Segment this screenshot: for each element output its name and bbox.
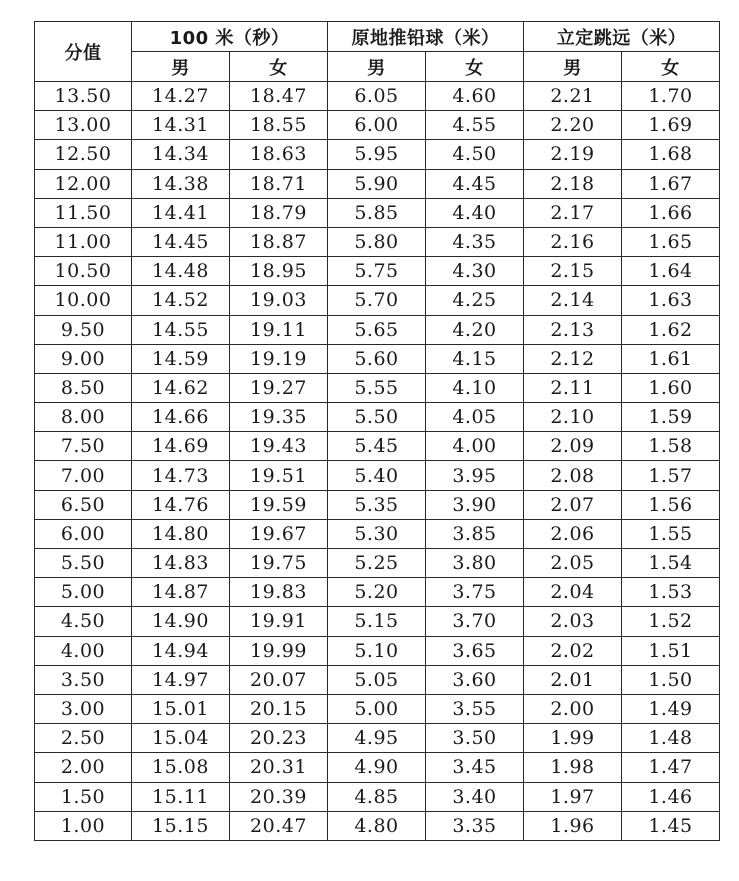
cell-score: 10.50	[35, 257, 132, 286]
cell-shot-put-male: 5.25	[328, 549, 426, 578]
cell-100m-female: 19.75	[230, 549, 328, 578]
cell-100m-female: 19.11	[230, 315, 328, 344]
table-row	[35, 636, 720, 665]
cell-shot-put-female: 3.80	[426, 549, 524, 578]
cell-score: 8.50	[35, 373, 132, 402]
cell-shot-put-male: 5.90	[328, 169, 426, 198]
cell-shot-put-male: 5.85	[328, 198, 426, 227]
table-row	[35, 315, 720, 344]
cell-shot-put-female: 4.55	[426, 111, 524, 140]
cell-long-jump-female: 1.70	[622, 82, 720, 111]
table-row	[35, 140, 720, 169]
cell-long-jump-male: 2.08	[524, 461, 622, 490]
cell-shot-put-male: 5.60	[328, 344, 426, 373]
cell-100m-male: 15.01	[132, 694, 230, 723]
cell-shot-put-female: 3.75	[426, 578, 524, 607]
cell-score: 3.50	[35, 665, 132, 694]
cell-long-jump-female: 1.45	[622, 811, 720, 840]
cell-long-jump-male: 2.20	[524, 111, 622, 140]
cell-long-jump-male: 2.10	[524, 403, 622, 432]
cell-shot-put-female: 3.45	[426, 753, 524, 782]
cell-long-jump-male: 2.13	[524, 315, 622, 344]
cell-shot-put-male: 5.45	[328, 432, 426, 461]
cell-shot-put-female: 4.40	[426, 198, 524, 227]
cell-shot-put-male: 4.85	[328, 782, 426, 811]
cell-100m-male: 15.04	[132, 724, 230, 753]
cell-100m-male: 14.90	[132, 607, 230, 636]
cell-100m-male: 14.52	[132, 286, 230, 315]
cell-long-jump-male: 2.03	[524, 607, 622, 636]
cell-100m-female: 19.83	[230, 578, 328, 607]
cell-score: 1.50	[35, 782, 132, 811]
cell-score: 13.50	[35, 82, 132, 111]
cell-long-jump-female: 1.61	[622, 344, 720, 373]
cell-long-jump-male: 2.09	[524, 432, 622, 461]
cell-shot-put-male: 4.95	[328, 724, 426, 753]
cell-100m-male: 14.48	[132, 257, 230, 286]
table-row	[35, 198, 720, 227]
header-row-groups	[35, 22, 720, 52]
cell-shot-put-female: 4.45	[426, 169, 524, 198]
score-table	[34, 21, 720, 841]
cell-shot-put-female: 3.60	[426, 665, 524, 694]
cell-score: 11.00	[35, 227, 132, 256]
cell-100m-female: 18.87	[230, 227, 328, 256]
cell-long-jump-female: 1.67	[622, 169, 720, 198]
header-group-100m: 100 米（秒）	[132, 22, 328, 52]
table-row	[35, 169, 720, 198]
cell-100m-male: 14.87	[132, 578, 230, 607]
cell-shot-put-male: 4.80	[328, 811, 426, 840]
cell-long-jump-female: 1.48	[622, 724, 720, 753]
table-row	[35, 432, 720, 461]
table-row	[35, 724, 720, 753]
cell-100m-female: 20.15	[230, 694, 328, 723]
cell-100m-female: 19.59	[230, 490, 328, 519]
cell-long-jump-female: 1.62	[622, 315, 720, 344]
cell-100m-female: 20.31	[230, 753, 328, 782]
cell-shot-put-male: 5.50	[328, 403, 426, 432]
cell-long-jump-female: 1.51	[622, 636, 720, 665]
cell-long-jump-male: 1.98	[524, 753, 622, 782]
cell-long-jump-female: 1.50	[622, 665, 720, 694]
cell-shot-put-female: 3.70	[426, 607, 524, 636]
table-row	[35, 607, 720, 636]
cell-100m-female: 20.23	[230, 724, 328, 753]
table-row	[35, 694, 720, 723]
cell-long-jump-male: 2.12	[524, 344, 622, 373]
cell-shot-put-male: 5.10	[328, 636, 426, 665]
cell-long-jump-male: 2.17	[524, 198, 622, 227]
table-row	[35, 578, 720, 607]
cell-shot-put-female: 4.60	[426, 82, 524, 111]
cell-shot-put-female: 4.30	[426, 257, 524, 286]
cell-shot-put-male: 6.05	[328, 82, 426, 111]
cell-100m-male: 14.73	[132, 461, 230, 490]
cell-long-jump-male: 1.97	[524, 782, 622, 811]
cell-long-jump-male: 2.06	[524, 519, 622, 548]
cell-shot-put-female: 4.15	[426, 344, 524, 373]
cell-100m-male: 14.97	[132, 665, 230, 694]
cell-long-jump-male: 1.99	[524, 724, 622, 753]
cell-shot-put-male: 5.30	[328, 519, 426, 548]
cell-100m-male: 14.27	[132, 82, 230, 111]
cell-100m-male: 14.41	[132, 198, 230, 227]
table-row	[35, 403, 720, 432]
cell-100m-male: 14.94	[132, 636, 230, 665]
cell-100m-male: 14.59	[132, 344, 230, 373]
cell-100m-male: 15.08	[132, 753, 230, 782]
table-row	[35, 373, 720, 402]
cell-100m-female: 18.55	[230, 111, 328, 140]
cell-shot-put-female: 4.50	[426, 140, 524, 169]
cell-100m-male: 14.55	[132, 315, 230, 344]
cell-score: 4.00	[35, 636, 132, 665]
cell-score: 9.50	[35, 315, 132, 344]
cell-long-jump-female: 1.69	[622, 111, 720, 140]
table-row	[35, 519, 720, 548]
table-row	[35, 82, 720, 111]
table-row	[35, 782, 720, 811]
cell-100m-female: 19.67	[230, 519, 328, 548]
cell-shot-put-male: 5.65	[328, 315, 426, 344]
cell-shot-put-male: 5.40	[328, 461, 426, 490]
cell-shot-put-female: 3.35	[426, 811, 524, 840]
cell-shot-put-female: 4.05	[426, 403, 524, 432]
cell-shot-put-female: 3.50	[426, 724, 524, 753]
header-gender-female: 女	[426, 52, 524, 82]
cell-long-jump-male: 2.11	[524, 373, 622, 402]
cell-score: 11.50	[35, 198, 132, 227]
cell-100m-male: 14.34	[132, 140, 230, 169]
cell-long-jump-female: 1.63	[622, 286, 720, 315]
cell-long-jump-female: 1.59	[622, 403, 720, 432]
cell-shot-put-female: 4.00	[426, 432, 524, 461]
cell-100m-female: 20.07	[230, 665, 328, 694]
cell-100m-male: 15.15	[132, 811, 230, 840]
cell-100m-female: 20.39	[230, 782, 328, 811]
table-row	[35, 549, 720, 578]
cell-100m-male: 14.69	[132, 432, 230, 461]
cell-score: 13.00	[35, 111, 132, 140]
cell-long-jump-male: 2.19	[524, 140, 622, 169]
cell-score: 7.00	[35, 461, 132, 490]
table-header	[35, 22, 720, 82]
cell-shot-put-male: 5.00	[328, 694, 426, 723]
cell-100m-male: 14.38	[132, 169, 230, 198]
cell-100m-female: 18.63	[230, 140, 328, 169]
cell-shot-put-female: 3.65	[426, 636, 524, 665]
cell-long-jump-female: 1.66	[622, 198, 720, 227]
cell-shot-put-male: 5.15	[328, 607, 426, 636]
cell-score: 2.50	[35, 724, 132, 753]
header-gender-female: 女	[622, 52, 720, 82]
cell-shot-put-male: 5.70	[328, 286, 426, 315]
cell-shot-put-male: 5.95	[328, 140, 426, 169]
cell-shot-put-female: 3.55	[426, 694, 524, 723]
header-gender-male: 男	[524, 52, 622, 82]
cell-shot-put-male: 5.35	[328, 490, 426, 519]
cell-shot-put-male: 5.05	[328, 665, 426, 694]
cell-100m-female: 19.43	[230, 432, 328, 461]
cell-score: 10.00	[35, 286, 132, 315]
cell-score: 3.00	[35, 694, 132, 723]
cell-score: 5.50	[35, 549, 132, 578]
cell-shot-put-male: 5.20	[328, 578, 426, 607]
header-group-shot-put: 原地推铅球（米）	[328, 22, 524, 52]
cell-score: 12.50	[35, 140, 132, 169]
cell-score: 6.00	[35, 519, 132, 548]
cell-score: 7.50	[35, 432, 132, 461]
cell-long-jump-male: 2.14	[524, 286, 622, 315]
cell-long-jump-male: 2.07	[524, 490, 622, 519]
table-row	[35, 665, 720, 694]
cell-100m-female: 19.99	[230, 636, 328, 665]
cell-long-jump-female: 1.46	[622, 782, 720, 811]
cell-score: 9.00	[35, 344, 132, 373]
cell-long-jump-male: 2.15	[524, 257, 622, 286]
cell-long-jump-male: 2.16	[524, 227, 622, 256]
cell-score: 4.50	[35, 607, 132, 636]
cell-long-jump-female: 1.68	[622, 140, 720, 169]
cell-100m-male: 14.83	[132, 549, 230, 578]
cell-100m-female: 19.51	[230, 461, 328, 490]
cell-long-jump-female: 1.49	[622, 694, 720, 723]
cell-score: 12.00	[35, 169, 132, 198]
cell-long-jump-female: 1.65	[622, 227, 720, 256]
table-row	[35, 227, 720, 256]
table-body	[35, 82, 720, 841]
cell-shot-put-female: 4.25	[426, 286, 524, 315]
cell-score: 6.50	[35, 490, 132, 519]
cell-100m-female: 19.03	[230, 286, 328, 315]
table-row	[35, 811, 720, 840]
cell-shot-put-male: 5.55	[328, 373, 426, 402]
cell-100m-female: 18.95	[230, 257, 328, 286]
cell-100m-female: 19.35	[230, 403, 328, 432]
cell-100m-female: 19.91	[230, 607, 328, 636]
cell-long-jump-female: 1.55	[622, 519, 720, 548]
table-row	[35, 461, 720, 490]
cell-long-jump-male: 2.04	[524, 578, 622, 607]
cell-long-jump-female: 1.47	[622, 753, 720, 782]
cell-100m-male: 15.11	[132, 782, 230, 811]
header-gender-female: 女	[230, 52, 328, 82]
cell-long-jump-female: 1.64	[622, 257, 720, 286]
cell-shot-put-male: 5.75	[328, 257, 426, 286]
header-gender-male: 男	[132, 52, 230, 82]
cell-shot-put-female: 3.40	[426, 782, 524, 811]
header-group-long-jump: 立定跳远（米）	[524, 22, 720, 52]
cell-score: 1.00	[35, 811, 132, 840]
cell-score: 5.00	[35, 578, 132, 607]
cell-long-jump-female: 1.60	[622, 373, 720, 402]
cell-long-jump-female: 1.57	[622, 461, 720, 490]
cell-score: 2.00	[35, 753, 132, 782]
header-score: 分值	[35, 22, 132, 82]
cell-long-jump-male: 2.05	[524, 549, 622, 578]
header-row-gender	[35, 52, 720, 82]
cell-100m-female: 18.47	[230, 82, 328, 111]
cell-shot-put-female: 3.85	[426, 519, 524, 548]
cell-100m-female: 19.19	[230, 344, 328, 373]
cell-shot-put-female: 4.10	[426, 373, 524, 402]
cell-100m-male: 14.45	[132, 227, 230, 256]
cell-100m-male: 14.62	[132, 373, 230, 402]
cell-long-jump-male: 2.21	[524, 82, 622, 111]
cell-long-jump-male: 1.96	[524, 811, 622, 840]
cell-shot-put-male: 6.00	[328, 111, 426, 140]
cell-shot-put-male: 4.90	[328, 753, 426, 782]
cell-long-jump-female: 1.56	[622, 490, 720, 519]
cell-100m-male: 14.76	[132, 490, 230, 519]
cell-long-jump-male: 2.02	[524, 636, 622, 665]
cell-long-jump-male: 2.01	[524, 665, 622, 694]
cell-long-jump-female: 1.52	[622, 607, 720, 636]
table-row	[35, 344, 720, 373]
cell-shot-put-male: 5.80	[328, 227, 426, 256]
header-gender-male: 男	[328, 52, 426, 82]
cell-100m-male: 14.66	[132, 403, 230, 432]
table-row	[35, 490, 720, 519]
cell-100m-female: 19.27	[230, 373, 328, 402]
cell-shot-put-female: 3.95	[426, 461, 524, 490]
cell-100m-female: 18.79	[230, 198, 328, 227]
cell-shot-put-female: 3.90	[426, 490, 524, 519]
cell-shot-put-female: 4.20	[426, 315, 524, 344]
cell-100m-male: 14.31	[132, 111, 230, 140]
table-row	[35, 257, 720, 286]
table-row	[35, 111, 720, 140]
cell-long-jump-female: 1.53	[622, 578, 720, 607]
cell-100m-male: 14.80	[132, 519, 230, 548]
table-row	[35, 286, 720, 315]
cell-long-jump-female: 1.58	[622, 432, 720, 461]
cell-score: 8.00	[35, 403, 132, 432]
cell-100m-female: 20.47	[230, 811, 328, 840]
cell-100m-female: 18.71	[230, 169, 328, 198]
cell-long-jump-male: 2.00	[524, 694, 622, 723]
cell-shot-put-female: 4.35	[426, 227, 524, 256]
table-row	[35, 753, 720, 782]
cell-long-jump-male: 2.18	[524, 169, 622, 198]
cell-long-jump-female: 1.54	[622, 549, 720, 578]
